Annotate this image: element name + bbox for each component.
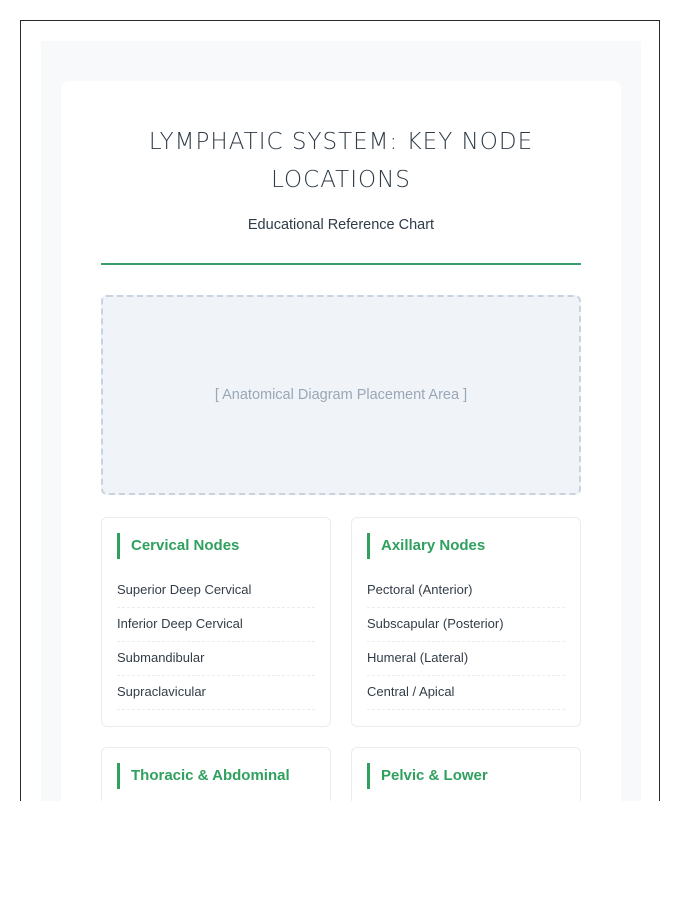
list-item: Submandibular [117,643,315,676]
node-group-pelvic-lower [351,747,581,801]
node-list [367,575,565,710]
node-list [117,575,315,710]
node-group-thoracic-abdominal [101,747,331,801]
page-title: LYMPHATIC SYSTEM: KEY NODE LOCATIONS [148,129,534,193]
list-item: Humeral (Lateral) [367,643,565,676]
reference-card [61,81,621,801]
card-content [101,81,581,801]
list-item: Supraclavicular [117,677,315,710]
document-viewport[interactable] [20,20,660,801]
page-subtitle: Educational Reference Chart [247,217,435,233]
node-group-cervical [101,517,331,727]
list-item: Pectoral (Anterior) [367,575,565,608]
list-item: Subscapular (Posterior) [367,609,565,642]
diagram-placeholder-text: [ Anatomical Diagram Placement Area ] [214,387,468,403]
header-divider [101,263,581,265]
node-group-title: Axillary Nodes [367,533,565,559]
node-group-title: Cervical Nodes [117,533,315,559]
node-group-axillary [351,517,581,727]
diagram-placeholder [101,295,581,495]
node-group-title: Thoracic & Abdominal [117,763,315,789]
page-background [41,41,641,801]
list-item: Inferior Deep Cervical [117,609,315,642]
node-group-title: Pelvic & Lower [367,763,565,789]
list-item: Central / Apical [367,677,565,710]
node-groups-grid [101,517,581,801]
list-item: Superior Deep Cervical [117,575,315,608]
